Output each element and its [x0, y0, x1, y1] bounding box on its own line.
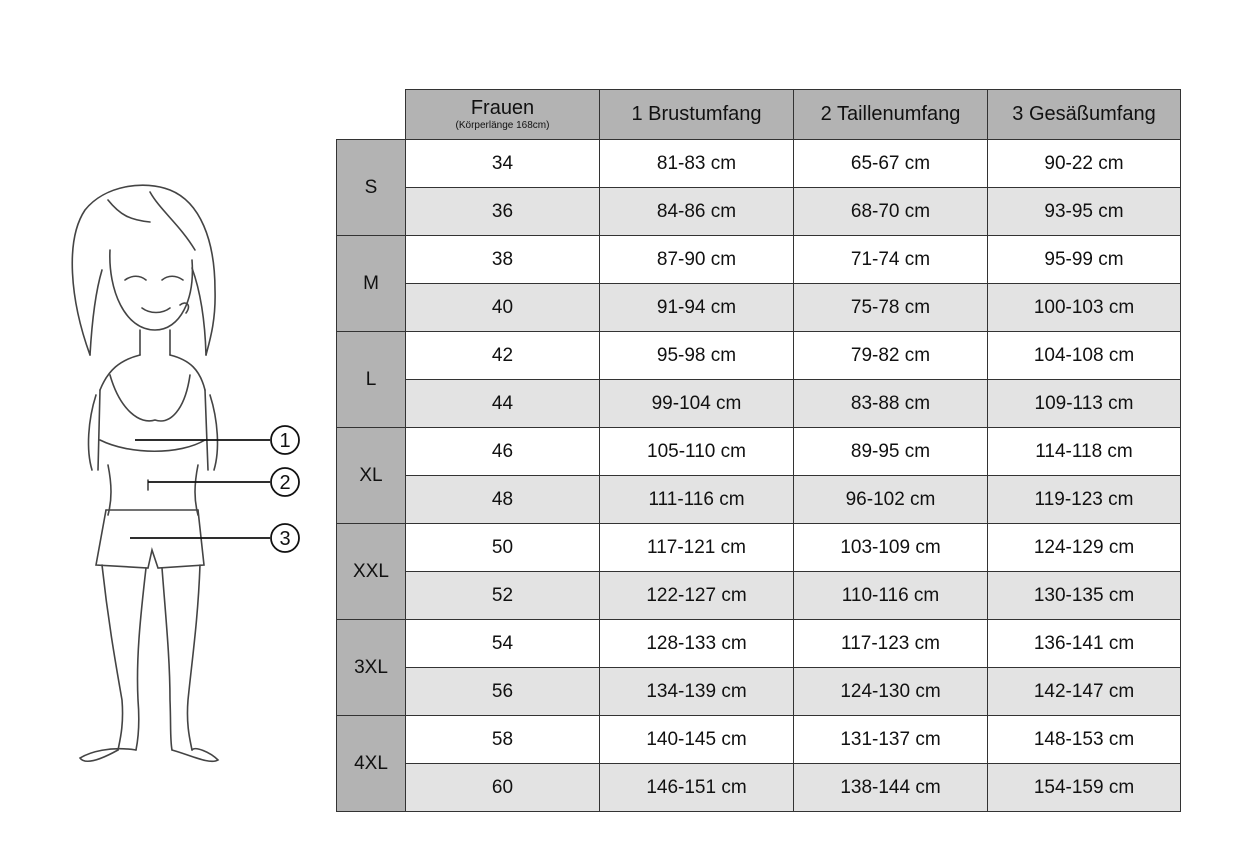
size-group-label: XL — [337, 428, 406, 524]
cell-size: 44 — [406, 380, 600, 428]
cell-brust: 105-110 cm — [600, 428, 794, 476]
cell-brust: 140-145 cm — [600, 716, 794, 764]
cell-gesaess: 93-95 cm — [988, 188, 1181, 236]
cell-brust: 146-151 cm — [600, 764, 794, 812]
cell-gesaess: 130-135 cm — [988, 572, 1181, 620]
cell-size: 54 — [406, 620, 600, 668]
cell-size: 60 — [406, 764, 600, 812]
table-row — [337, 428, 1181, 476]
size-group-label: 3XL — [337, 620, 406, 716]
cell-gesaess: 95-99 cm — [988, 236, 1181, 284]
header-frauen — [406, 90, 600, 140]
header-frauen-label: Frauen — [470, 97, 535, 119]
cell-taille: 79-82 cm — [794, 332, 988, 380]
cell-size: 52 — [406, 572, 600, 620]
cell-size: 42 — [406, 332, 600, 380]
cell-taille: 89-95 cm — [794, 428, 988, 476]
table-row — [337, 572, 1181, 620]
marker-1: 1 — [279, 430, 291, 452]
cell-size: 58 — [406, 716, 600, 764]
cell-brust: 99-104 cm — [600, 380, 794, 428]
size-group-label: M — [337, 236, 406, 332]
cell-brust: 84-86 cm — [600, 188, 794, 236]
cell-taille: 131-137 cm — [794, 716, 988, 764]
cell-gesaess: 142-147 cm — [988, 668, 1181, 716]
cell-size: 50 — [406, 524, 600, 572]
marker-2: 2 — [279, 472, 291, 494]
header-frauen-sublabel: (Körperlänge 168cm) — [455, 120, 550, 131]
cell-size: 56 — [406, 668, 600, 716]
cell-size: 46 — [406, 428, 600, 476]
size-chart-table — [336, 89, 1181, 812]
table-row — [337, 140, 1181, 188]
woman-figure-illustration — [30, 180, 320, 780]
size-group-label: L — [337, 332, 406, 428]
cell-gesaess: 109-113 cm — [988, 380, 1181, 428]
cell-gesaess: 148-153 cm — [988, 716, 1181, 764]
cell-gesaess: 136-141 cm — [988, 620, 1181, 668]
cell-gesaess: 100-103 cm — [988, 284, 1181, 332]
cell-gesaess: 124-129 cm — [988, 524, 1181, 572]
size-group-label: XXL — [337, 524, 406, 620]
cell-size: 38 — [406, 236, 600, 284]
header-blank-cell — [337, 90, 406, 140]
table-row — [337, 764, 1181, 812]
cell-size: 34 — [406, 140, 600, 188]
marker-3: 3 — [279, 528, 291, 550]
cell-taille: 83-88 cm — [794, 380, 988, 428]
cell-taille: 71-74 cm — [794, 236, 988, 284]
table-row — [337, 668, 1181, 716]
header-gesaessumfang: 3 Gesäßumfang — [988, 90, 1181, 140]
cell-taille: 110-116 cm — [794, 572, 988, 620]
table-row — [337, 476, 1181, 524]
cell-brust: 134-139 cm — [600, 668, 794, 716]
table-row — [337, 620, 1181, 668]
header-row — [337, 90, 1181, 140]
cell-taille: 68-70 cm — [794, 188, 988, 236]
table-row — [337, 188, 1181, 236]
table-row — [337, 716, 1181, 764]
header-taillenumfang: 2 Taillenumfang — [794, 90, 988, 140]
cell-gesaess: 90-22 cm — [988, 140, 1181, 188]
cell-brust: 128-133 cm — [600, 620, 794, 668]
cell-taille: 124-130 cm — [794, 668, 988, 716]
table-row — [337, 524, 1181, 572]
cell-gesaess: 119-123 cm — [988, 476, 1181, 524]
cell-brust: 117-121 cm — [600, 524, 794, 572]
cell-brust: 95-98 cm — [600, 332, 794, 380]
cell-size: 40 — [406, 284, 600, 332]
cell-gesaess: 104-108 cm — [988, 332, 1181, 380]
cell-taille: 75-78 cm — [794, 284, 988, 332]
table-row — [337, 236, 1181, 284]
size-group-label: 4XL — [337, 716, 406, 812]
header-brustumfang: 1 Brustumfang — [600, 90, 794, 140]
cell-taille: 117-123 cm — [794, 620, 988, 668]
cell-brust: 122-127 cm — [600, 572, 794, 620]
cell-taille: 65-67 cm — [794, 140, 988, 188]
cell-taille: 96-102 cm — [794, 476, 988, 524]
table-row — [337, 284, 1181, 332]
size-group-label: S — [337, 140, 406, 236]
table-row — [337, 380, 1181, 428]
cell-gesaess: 114-118 cm — [988, 428, 1181, 476]
cell-taille: 103-109 cm — [794, 524, 988, 572]
cell-brust: 87-90 cm — [600, 236, 794, 284]
table-body — [337, 140, 1181, 812]
cell-gesaess: 154-159 cm — [988, 764, 1181, 812]
cell-brust: 81-83 cm — [600, 140, 794, 188]
cell-brust: 91-94 cm — [600, 284, 794, 332]
cell-brust: 111-116 cm — [600, 476, 794, 524]
cell-size: 36 — [406, 188, 600, 236]
cell-size: 48 — [406, 476, 600, 524]
cell-taille: 138-144 cm — [794, 764, 988, 812]
table-row — [337, 332, 1181, 380]
